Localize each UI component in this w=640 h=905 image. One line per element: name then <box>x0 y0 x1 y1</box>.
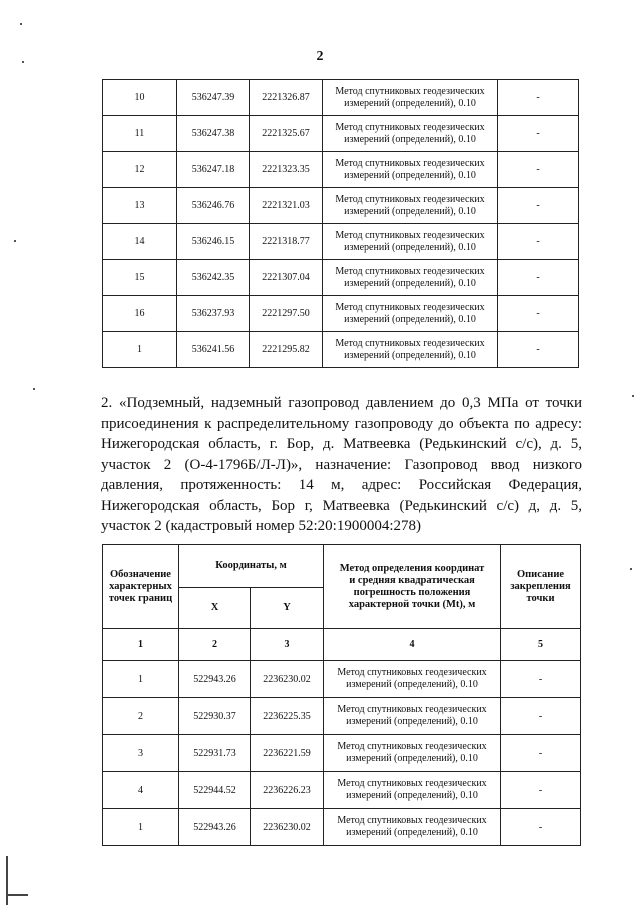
description-cell: - <box>501 772 581 809</box>
header-line: Метод определения координат <box>339 562 485 574</box>
table-row <box>103 152 579 188</box>
coordinates-table-2 <box>102 544 581 846</box>
method-line: Метод спутниковых геодезических <box>337 778 487 789</box>
y-cell: 2221295.82 <box>250 332 323 368</box>
table-row <box>103 224 579 260</box>
header-line: Обозначение <box>110 568 171 580</box>
x-cell: 522930.37 <box>179 698 251 735</box>
method-line: Метод спутниковых геодезических <box>337 667 487 678</box>
point-cell: 12 <box>103 152 177 188</box>
point-cell: 10 <box>103 80 177 116</box>
table-row <box>103 80 579 116</box>
y-cell: 2236230.02 <box>251 661 324 698</box>
x-cell: 536242.35 <box>177 260 250 296</box>
method-line: измерений (определений), 0.10 <box>344 349 476 361</box>
scan-speck <box>33 388 35 390</box>
description-cell: - <box>498 80 579 116</box>
page-number: 2 <box>316 49 324 64</box>
table-row <box>103 661 581 698</box>
method-cell <box>323 152 498 188</box>
column-number: 3 <box>251 629 324 661</box>
method-line: измерений (определений), 0.10 <box>346 753 478 764</box>
header-line: характерных <box>109 580 172 592</box>
method-cell <box>323 332 498 368</box>
table-row <box>103 116 579 152</box>
header-line: точки <box>526 592 555 604</box>
method-line: измерений (определений), 0.10 <box>344 97 476 109</box>
method-cell <box>324 809 501 846</box>
method-line: измерений (определений), 0.10 <box>346 827 478 838</box>
scan-margin-line <box>6 894 28 896</box>
y-cell: 2221326.87 <box>250 80 323 116</box>
y-cell: 2221323.35 <box>250 152 323 188</box>
table-row <box>103 698 581 735</box>
point-cell: 13 <box>103 188 177 224</box>
scan-speck <box>20 23 22 25</box>
header-line: погрешность положения <box>353 586 471 598</box>
method-line: измерений (определений), 0.10 <box>346 716 478 727</box>
column-number-row <box>103 629 581 661</box>
description-cell: - <box>498 224 579 260</box>
x-cell: 522943.26 <box>179 809 251 846</box>
point-cell: 4 <box>103 772 179 809</box>
point-cell: 1 <box>103 332 177 368</box>
method-line: измерений (определений), 0.10 <box>344 241 476 253</box>
method-cell <box>323 296 498 332</box>
table-row <box>103 260 579 296</box>
method-line: измерений (определений), 0.10 <box>344 277 476 289</box>
method-header <box>324 545 501 629</box>
x-cell: 536247.39 <box>177 80 250 116</box>
method-line: Метод спутниковых геодезических <box>335 157 485 169</box>
description-cell: - <box>498 332 579 368</box>
point-cell: 16 <box>103 296 177 332</box>
scan-margin-line <box>6 856 8 905</box>
y-cell: 2236230.02 <box>251 809 324 846</box>
y-cell: 2236221.59 <box>251 735 324 772</box>
method-line: измерений (определений), 0.10 <box>344 169 476 181</box>
method-line: Метод спутниковых геодезических <box>337 815 487 826</box>
y-cell: 2221307.04 <box>250 260 323 296</box>
x-cell: 536241.56 <box>177 332 250 368</box>
method-cell <box>323 224 498 260</box>
description-cell: - <box>498 116 579 152</box>
description-cell: - <box>498 260 579 296</box>
method-cell <box>323 80 498 116</box>
point-cell: 1 <box>103 661 179 698</box>
header-line: закрепления <box>510 580 571 592</box>
description-cell: - <box>501 698 581 735</box>
table-row <box>103 809 581 846</box>
method-line: измерений (определений), 0.10 <box>344 313 476 325</box>
method-line: измерений (определений), 0.10 <box>346 679 478 690</box>
x-cell: 536247.18 <box>177 152 250 188</box>
table-row <box>103 296 579 332</box>
x-cell: 536246.15 <box>177 224 250 260</box>
point-cell: 1 <box>103 809 179 846</box>
method-cell <box>324 772 501 809</box>
method-line: Метод спутниковых геодезических <box>337 704 487 715</box>
method-cell <box>324 661 501 698</box>
method-line: измерений (определений), 0.10 <box>344 133 476 145</box>
method-line: Метод спутниковых геодезических <box>335 229 485 241</box>
table-row <box>103 772 581 809</box>
point-cell: 14 <box>103 224 177 260</box>
header-line: и средняя квадратическая <box>349 574 475 586</box>
method-line: Метод спутниковых геодезических <box>335 301 485 313</box>
y-cell: 2236226.23 <box>251 772 324 809</box>
x-cell: 522943.26 <box>179 661 251 698</box>
scan-speck <box>22 61 24 63</box>
method-line: Метод спутниковых геодезических <box>335 85 485 97</box>
y-cell: 2221297.50 <box>250 296 323 332</box>
description-cell: - <box>501 735 581 772</box>
column-number: 5 <box>501 629 581 661</box>
coordinates-table-1 <box>102 79 579 368</box>
method-cell <box>323 260 498 296</box>
x-cell: 522944.52 <box>179 772 251 809</box>
description-cell: - <box>501 661 581 698</box>
object-description-paragraph: 2. «Подземный, надземный газопровод давлением до 0,3 МПа от точки присоединения к распределительному газопроводу до объекта по адресу: Нижегородская область, г. Бор, д. Матвеевка (Редькинский с/с), д. 5, участок 2 (О-4-1796Б/Л-Л)», назначение: Газопровод ввод низкого давления, протяженность: 14 м, адрес: Российская Федерация, Нижегородская область, Бор г, Матвеевка (Редькинский с/с) д, д. 5, участок 2 (кадастровый номер 52:20:1900004:278) <box>101 395 582 534</box>
x-header: X <box>179 588 251 629</box>
table-row <box>103 188 579 224</box>
method-line: Метод спутниковых геодезических <box>335 337 485 349</box>
x-cell: 536246.76 <box>177 188 250 224</box>
header-row <box>103 545 581 588</box>
scan-speck <box>632 395 634 397</box>
description-cell: - <box>498 152 579 188</box>
point-cell: 11 <box>103 116 177 152</box>
header-line: Описание <box>516 568 565 580</box>
method-line: Метод спутниковых геодезических <box>335 121 485 133</box>
method-cell <box>324 698 501 735</box>
description-cell: - <box>498 296 579 332</box>
method-cell <box>324 735 501 772</box>
column-number: 1 <box>103 629 179 661</box>
y-header: Y <box>251 588 324 629</box>
point-cell: 3 <box>103 735 179 772</box>
column-number: 2 <box>179 629 251 661</box>
point-cell: 2 <box>103 698 179 735</box>
y-cell: 2236225.35 <box>251 698 324 735</box>
scan-speck <box>14 240 16 242</box>
x-cell: 536247.38 <box>177 116 250 152</box>
x-cell: 522931.73 <box>179 735 251 772</box>
method-line: Метод спутниковых геодезических <box>337 741 487 752</box>
coordinates-header: Координаты, м <box>179 545 324 588</box>
table-row <box>103 332 579 368</box>
x-cell: 536237.93 <box>177 296 250 332</box>
y-cell: 2221325.67 <box>250 116 323 152</box>
method-line: измерений (определений), 0.10 <box>346 790 478 801</box>
header-line: точек границ <box>108 592 173 604</box>
description-cell: - <box>501 809 581 846</box>
scan-speck <box>630 568 632 570</box>
column-number: 4 <box>324 629 501 661</box>
method-line: измерений (определений), 0.10 <box>344 205 476 217</box>
table-row <box>103 735 581 772</box>
point-cell: 15 <box>103 260 177 296</box>
designation-header <box>103 545 179 629</box>
method-cell <box>323 116 498 152</box>
header-line: характерной точки (Mt), м <box>348 598 476 610</box>
description-cell: - <box>498 188 579 224</box>
description-header <box>501 545 581 629</box>
method-cell <box>323 188 498 224</box>
y-cell: 2221321.03 <box>250 188 323 224</box>
method-line: Метод спутниковых геодезических <box>335 193 485 205</box>
method-line: Метод спутниковых геодезических <box>335 265 485 277</box>
y-cell: 2221318.77 <box>250 224 323 260</box>
